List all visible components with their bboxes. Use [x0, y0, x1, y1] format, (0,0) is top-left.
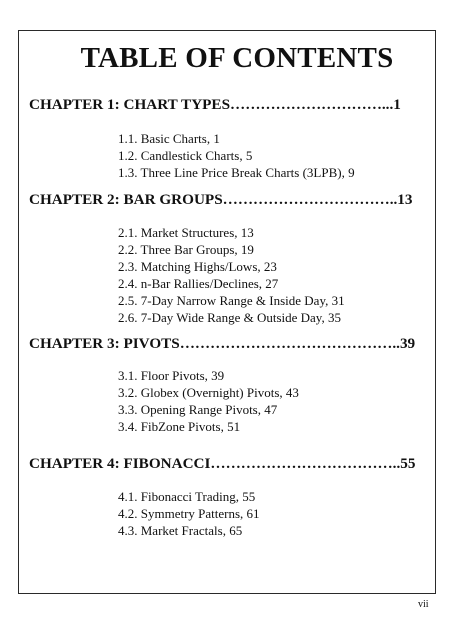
chapter-4-heading: CHAPTER 4: FIBONACCI………………………………..55 [29, 455, 416, 472]
section-entry: 1.1. Basic Charts, 1 [118, 131, 220, 146]
chapter-2-heading: CHAPTER 2: BAR GROUPS……………………………..13 [29, 191, 413, 208]
section-entry: 3.4. FibZone Pivots, 51 [118, 419, 241, 434]
section-entry: 2.3. Matching Highs/Lows, 23 [118, 259, 277, 274]
section-entry: 4.2. Symmetry Patterns, 61 [118, 506, 260, 521]
chapter-3-section-list [118, 367, 299, 435]
section-entry: 3.3. Opening Range Pivots, 47 [118, 402, 278, 417]
section-entry: 3.1. Floor Pivots, 39 [118, 368, 225, 383]
section-entry: 1.3. Three Line Price Break Charts (3LPB), 9 [118, 165, 355, 180]
section-entry: 2.2. Three Bar Groups, 19 [118, 242, 254, 257]
chapter-4-section-list [118, 488, 260, 539]
section-entry: 4.3. Market Fractals, 65 [118, 523, 243, 538]
page-title: TABLE OF CONTENTS [80, 42, 394, 74]
section-entry: 2.6. 7-Day Wide Range & Outside Day, 35 [118, 310, 341, 325]
section-entry: 1.2. Candlestick Charts, 5 [118, 148, 253, 163]
section-entry: 2.1. Market Structures, 13 [118, 225, 254, 240]
section-entry: 2.4. n-Bar Rallies/Declines, 27 [118, 276, 279, 291]
section-entry: 4.1. Fibonacci Trading, 55 [118, 489, 256, 504]
section-entry: 3.2. Globex (Overnight) Pivots, 43 [118, 385, 299, 400]
chapter-3-heading: CHAPTER 3: PIVOTS……………………………………..39 [29, 335, 416, 352]
chapter-1-heading: CHAPTER 1: CHART TYPES…………………………...1 [29, 96, 401, 113]
chapter-1-section-list [118, 130, 355, 181]
section-entry: 2.5. 7-Day Narrow Range & Inside Day, 31 [118, 293, 345, 308]
page-number: vii [418, 599, 429, 610]
chapter-2-section-list [118, 224, 345, 326]
